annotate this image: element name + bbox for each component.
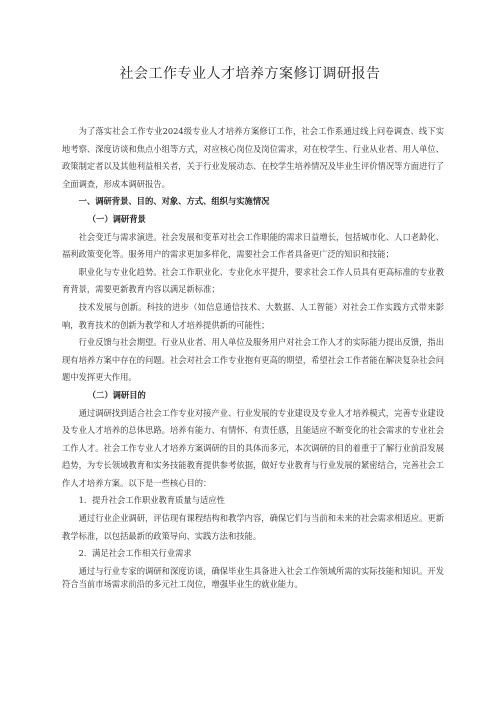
background-paragraph: 职业化与专业化趋势。社会工作职业化、专业化水平提升，要求社会工作人员具有更高标准的专业教育背景，需要更新教育内容以满足新标准； <box>62 266 444 295</box>
background-paragraph: 社会变迁与需求演进。社会发展和变革对社会工作职能的需求日益增长，包括城市化、人口老龄化、福利政策变化等。服务用户的需求更加多样化，需要社会工作者具备更广泛的知识和技能； <box>62 231 444 260</box>
purpose-item-text: 通过行业企业调研，评估现有课程结构和教学内容，确保它们与当前和未来的社会需求相适应。更新教学标准，以包括最新的政策导向、实践方法和技能。 <box>62 513 444 541</box>
subsection-heading-background <box>62 211 444 229</box>
subsection-heading-purpose <box>62 387 444 405</box>
document-body <box>62 123 444 592</box>
page-title: 社会工作专业人才培养方案修订调研报告 <box>119 66 381 82</box>
purpose-paragraph: 通过调研找到适合社会工作专业对接产业、行业发展的专业建设及专业人才培养模式，完善专业建设及专业人才培养的总体思路。培养有能力、有情怀、有责任感，且能适应不断变化的社会需求的专业社会工作人才。社会工作专业人才培养方案调研的目的具体而多元，本次调研的目的着重于了解行业前沿发展趋势，为专长领域教育和实务技能教育提供参考依据，做好专业教育与行业发展的紧密结合，完善社会工作人才培养方案。以下是一些核心目的： <box>62 407 444 488</box>
purpose-item-label: 2．满足社会工作相关行业需求 <box>78 548 192 559</box>
purpose-item-label: 1．提升社会工作职业教育质量与适应性 <box>78 495 225 506</box>
background-paragraph: 行业反馈与社会期望。行业从业者、用人单位及服务用户对社会工作人才的实际能力提出反馈，指出现有培养方案中存在的问题。社会对社会工作专业抱有更高的期望，希望社会工作者能在解决复杂社会问题中发挥更大作用。 <box>62 337 444 383</box>
background-paragraph: 技术发展与创新。科技的进步（如信息通信技术、大数据、人工智能）对社会工作实践方式带来影响，教育技术的创新为教学和人才培养提供新的可能性； <box>62 301 444 330</box>
intro-paragraph: 为了落实社会工作专业2024级专业人才培养方案修订工作，社会工作系通过线上问卷调查、线下实地考察、深度访谈和焦点小组等方式，对应核心岗位及岗位需求，对在校学生、行业从业者、用人单位、政策制定者以及其他利益相关者，关于行业发展动态、在校学生培养情况及毕业生评价情况等方面进行了全面调查，形成本调研报告。 <box>62 126 444 189</box>
subsection-heading-text: （二）调研目的 <box>87 389 146 400</box>
purpose-item-text: 通过与行业专家的调研和深度访谈，确保毕业生具备进入社会工作领域所需的实际技能和知识。开发符合当前市场需求前沿的多元社工岗位，增强毕业生的就业能力。 <box>62 565 444 590</box>
subsection-heading-text: （一）调研背景 <box>87 213 146 224</box>
section-heading: 一、调研背景、目的、对象、方式、组织与实施情况 <box>78 196 270 207</box>
